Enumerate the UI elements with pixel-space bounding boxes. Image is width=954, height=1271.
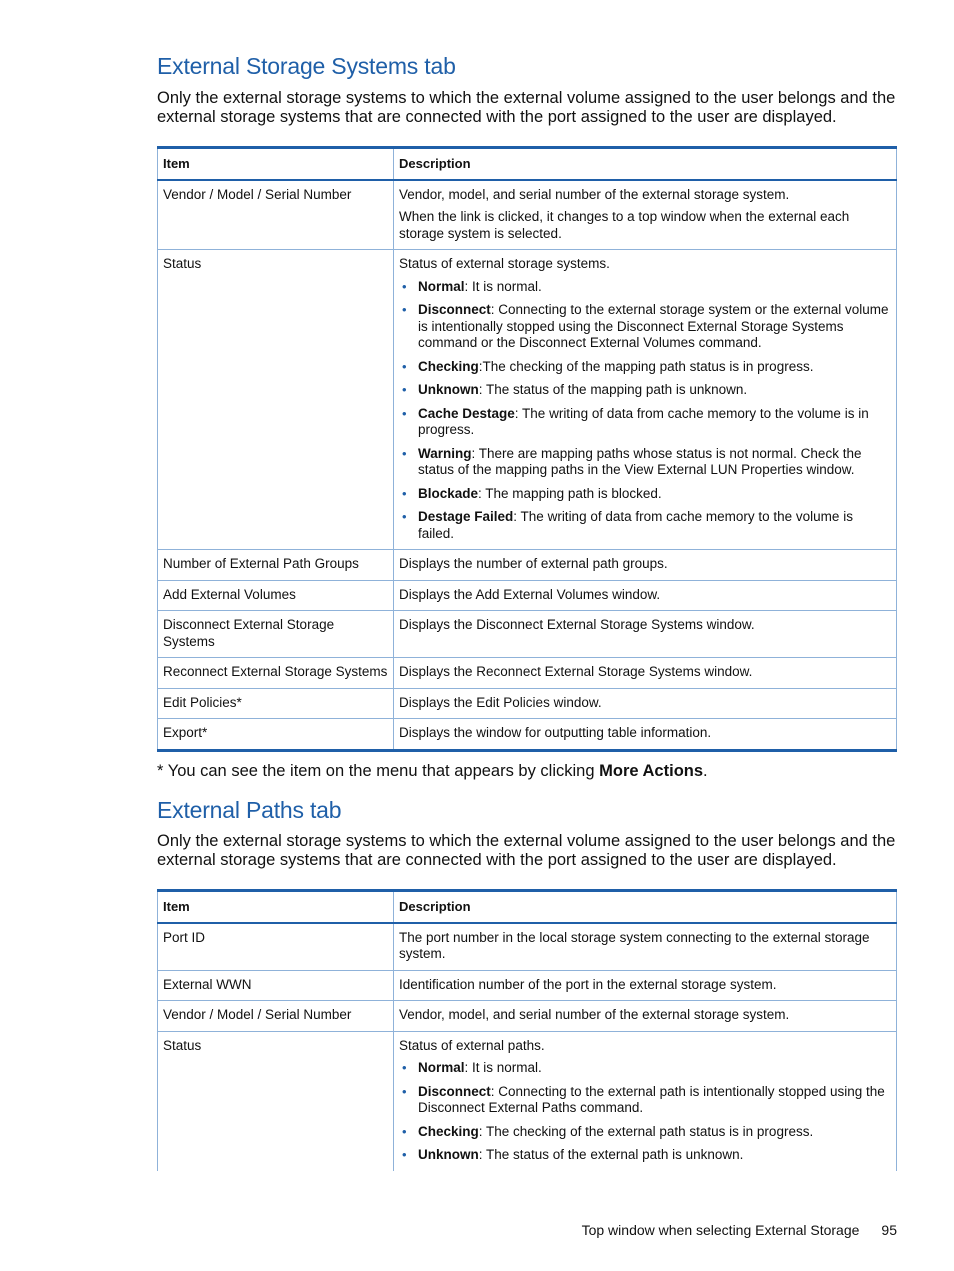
status-term: Normal xyxy=(418,1060,465,1075)
table-row xyxy=(158,250,897,550)
table-row xyxy=(158,688,897,719)
description-text: Displays the Disconnect External Storage Systems window. xyxy=(399,617,755,632)
status-description: : It is normal. xyxy=(464,278,542,294)
section-intro: Only the external storage systems to which the external volume assigned to the user belongs and the external storage systems that are connected with the port assigned to the user are displayed. xyxy=(157,832,896,869)
description-text: Displays the number of external path groups. xyxy=(399,556,668,571)
description-text: Status of external storage systems. xyxy=(399,256,610,271)
section-intro: Only the external storage systems to which the external volume assigned to the user belongs and the external storage systems that are connected with the port assigned to the user are displayed. xyxy=(157,89,896,126)
table-row xyxy=(158,1001,897,1032)
list-item xyxy=(399,382,891,399)
description-text: Vendor, model, and serial number of the external storage system. xyxy=(399,1007,790,1022)
table-row xyxy=(158,1031,897,1171)
description-text: Displays the window for outputting table information. xyxy=(399,725,712,740)
footnote-end: . xyxy=(703,762,708,780)
item-cell: Port ID xyxy=(158,923,394,971)
bullet-icon: • xyxy=(402,405,407,421)
status-term: Blockade xyxy=(418,485,479,501)
item-cell: Vendor / Model / Serial Number xyxy=(158,180,394,250)
table-body xyxy=(158,180,897,751)
item-cell: Disconnect External Storage Systems xyxy=(158,611,394,658)
running-title: Top window when selecting External Storage xyxy=(581,1222,860,1238)
bullet-icon: • xyxy=(402,302,407,317)
table-row xyxy=(158,970,897,1001)
description-text: Displays the Edit Policies window. xyxy=(399,694,602,710)
item-cell: Status xyxy=(158,1031,394,1171)
status-list xyxy=(399,1060,891,1164)
table-container xyxy=(157,889,897,1171)
table-row xyxy=(158,719,897,751)
status-description: : The checking of the external path status is in progress. xyxy=(478,1123,814,1139)
status-description: :The checking of the mapping path status is in progress. xyxy=(478,358,814,374)
description-cell xyxy=(394,658,897,689)
description-cell xyxy=(394,180,897,250)
status-description: : Connecting to the external storage system or the external volume is intentionally stopped using the Disconnect External Storage Systems command or the Disconnect External Volumes command. xyxy=(418,302,889,350)
status-term: Unknown xyxy=(418,382,479,397)
list-item xyxy=(399,406,891,439)
bullet-icon: • xyxy=(402,1147,407,1162)
status-description: : The status of the external path is unknown. xyxy=(478,1147,744,1162)
bullet-icon: • xyxy=(402,278,407,294)
list-item xyxy=(399,302,891,352)
status-description: : The writing of data from cache memory to the volume is in progress. xyxy=(418,405,869,437)
status-description: : Connecting to the external path is intentionally stopped using the Disconnect External Paths command. xyxy=(418,1083,885,1115)
status-description: : It is normal. xyxy=(464,1060,542,1075)
bullet-icon: • xyxy=(402,485,407,501)
status-term: Destage Failed xyxy=(418,509,514,524)
list-item xyxy=(399,1084,891,1117)
table-row xyxy=(158,923,897,971)
bullet-icon: • xyxy=(402,509,407,524)
page-footer xyxy=(0,1222,897,1238)
column-header-description: Description xyxy=(394,891,897,923)
list-item xyxy=(399,279,891,296)
status-description: : The status of the mapping path is unknown. xyxy=(478,382,748,397)
table-row xyxy=(158,180,897,250)
item-cell: Export* xyxy=(158,719,394,751)
status-term: Unknown xyxy=(418,1147,479,1162)
description-cell xyxy=(394,611,897,658)
column-header-item: Item xyxy=(158,148,394,180)
description-text: Status of external paths. xyxy=(399,1037,545,1053)
status-term: Normal xyxy=(418,278,465,294)
description-cell xyxy=(394,923,897,971)
description-text: Identification number of the port in the external storage system. xyxy=(399,976,777,992)
bullet-icon: • xyxy=(402,1060,407,1075)
description-cell xyxy=(394,688,897,719)
status-term: Checking xyxy=(418,358,479,374)
bullet-icon: • xyxy=(402,1083,407,1099)
description-text: Displays the Add External Volumes window. xyxy=(399,586,661,602)
list-item xyxy=(399,1124,891,1141)
table-row xyxy=(158,550,897,581)
item-cell: Status xyxy=(158,250,394,550)
status-description: : The writing of data from cache memory to the volume is failed. xyxy=(418,509,853,541)
table-header-row xyxy=(158,148,897,180)
column-header-description: Description xyxy=(394,148,897,180)
description-cell xyxy=(394,719,897,751)
external-paths-table xyxy=(157,889,897,1171)
description-text: Vendor, model, and serial number of the external storage system. xyxy=(399,186,790,202)
footnote xyxy=(157,762,708,781)
item-cell: Reconnect External Storage Systems xyxy=(158,658,394,689)
footnote-text: * You can see the item on the menu that appears by clicking xyxy=(157,762,600,780)
status-description: : The mapping path is blocked. xyxy=(478,485,662,501)
table-row xyxy=(158,611,897,658)
item-cell: Edit Policies* xyxy=(158,688,394,719)
list-item xyxy=(399,446,891,479)
description-cell xyxy=(394,970,897,1001)
table-container xyxy=(157,146,897,752)
status-list xyxy=(399,279,891,543)
status-term: Disconnect xyxy=(418,302,491,317)
list-item xyxy=(399,1147,891,1164)
description-cell xyxy=(394,250,897,550)
bullet-icon: • xyxy=(402,358,407,374)
status-term: Warning xyxy=(418,445,472,461)
status-term: Cache Destage xyxy=(418,405,515,421)
bullet-icon: • xyxy=(402,382,407,397)
list-item xyxy=(399,509,891,542)
section-heading: External Storage Systems tab xyxy=(157,53,456,79)
footnote-emphasis: More Actions xyxy=(599,762,704,780)
table-body xyxy=(158,923,897,1171)
column-header-item: Item xyxy=(158,891,394,923)
page-number: 95 xyxy=(881,1222,897,1238)
description-cell xyxy=(394,550,897,581)
description-text: The port number in the local storage system connecting to the external storage system. xyxy=(399,929,870,961)
bullet-icon: • xyxy=(402,445,407,461)
description-text: Displays the Reconnect External Storage Systems window. xyxy=(399,664,753,679)
table-header-row xyxy=(158,891,897,923)
table-row xyxy=(158,580,897,611)
description-cell xyxy=(394,1031,897,1171)
item-cell: Add External Volumes xyxy=(158,580,394,611)
list-item xyxy=(399,1060,891,1077)
description-text: When the link is clicked, it changes to a top window when the external each storage system is selected. xyxy=(399,209,850,241)
section-heading: External Paths tab xyxy=(157,797,342,823)
list-item xyxy=(399,359,891,376)
status-description: : There are mapping paths whose status is not normal. Check the status of the mapping paths in the View External LUN Properties window. xyxy=(418,445,862,477)
list-item xyxy=(399,486,891,503)
description-cell xyxy=(394,1001,897,1032)
table-row xyxy=(158,658,897,689)
item-cell: Number of External Path Groups xyxy=(158,550,394,581)
status-term: Checking xyxy=(418,1123,479,1139)
item-cell: External WWN xyxy=(158,970,394,1001)
item-cell: Vendor / Model / Serial Number xyxy=(158,1001,394,1032)
storage-systems-table xyxy=(157,146,897,752)
description-cell xyxy=(394,580,897,611)
bullet-icon: • xyxy=(402,1123,407,1139)
status-term: Disconnect xyxy=(418,1083,491,1099)
